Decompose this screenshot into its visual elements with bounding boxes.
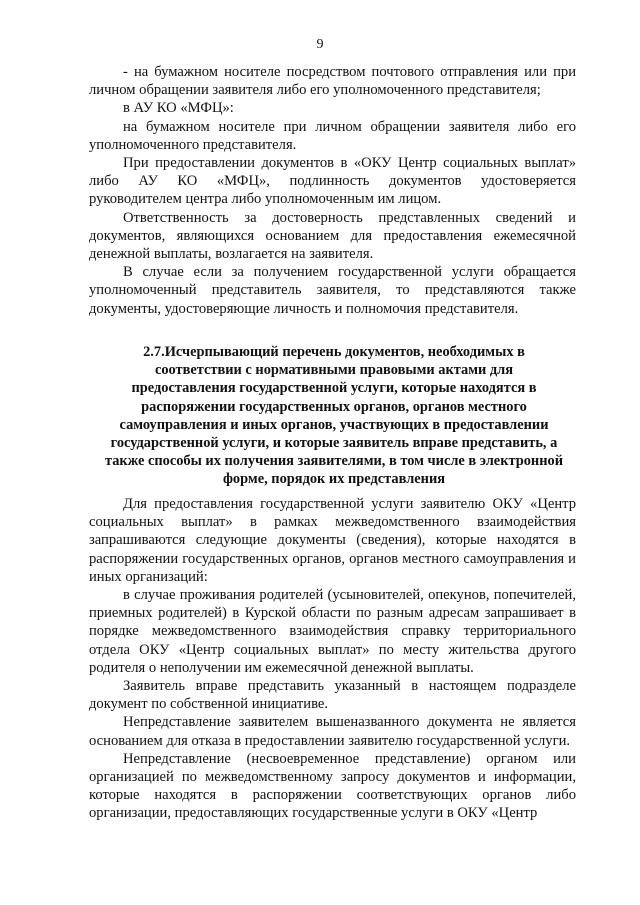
heading-line: распоряжении государственных органов, органов местного bbox=[141, 398, 527, 415]
paragraph: Непредставление (несвоевременное представление) органом или организацией по межведомственному запросу документов и информации, которые находятся в распоряжении соответствующих органов либо организации, предоставляющих государственные услуги в ОКУ «Центр bbox=[89, 750, 576, 822]
heading-line: самоуправления и иных органов, участвующих в предоставлении bbox=[119, 416, 549, 433]
section-heading bbox=[95, 343, 573, 489]
page-number: 9 bbox=[316, 37, 324, 52]
heading-line: форме, порядок их представления bbox=[222, 471, 446, 488]
paragraph: Заявитель вправе представить указанный в настоящем подразделе документ по собственной инициативе. bbox=[89, 678, 576, 713]
heading-line: также способы их получения заявителями, в том числе в электронной bbox=[104, 453, 563, 470]
paragraph: в АУ КО «МФЦ»: bbox=[123, 100, 234, 117]
body-text-top bbox=[89, 63, 576, 318]
body-text-bottom bbox=[89, 495, 576, 823]
paragraph: Для предоставления государственной услуги заявителю ОКУ «Центр социальных выплат» в рамках межведомственного взаимодействия запрашиваются следующие документы (сведения), которые находятся в распоряжении государственных органов, органов местного самоуправления и иных организаций: bbox=[89, 496, 576, 585]
heading-line: государственной услуги, и которые заявитель вправе представить, а bbox=[110, 435, 558, 452]
paragraph: в случае проживания родителей (усыновителей, опекунов, попечителей, приемных родителей) в Курской области по разным адресам запрашивает в порядке межведомственного взаимодействия справку территориального отдела ОКУ «Центр социальных выплат» по месту жительства другого родителя о неполучении им ежемесячной денежной выплаты. bbox=[89, 587, 576, 676]
paragraph: При предоставлении документов в «ОКУ Центр социальных выплат» либо АУ КО «МФЦ», подлинность документов удостоверяется руководителем центра либо уполномоченным им лицом. bbox=[89, 155, 576, 208]
heading-line: 2.7.Исчерпывающий перечень документов, необходимых в bbox=[143, 344, 525, 360]
paragraph: Ответственность за достоверность представленных сведений и документов, являющихся основанием для предоставления ежемесячной денежной выплаты, возлагается на заявителя. bbox=[89, 209, 576, 263]
heading-line: соответствии с нормативными правовыми актами для bbox=[154, 362, 514, 379]
paragraph: В случае если за получением государственной услуги обращается уполномоченный представитель заявителя, то представляются также документы, удостоверяющие личность и полномочия представителя. bbox=[89, 264, 576, 317]
heading-line: предоставления государственной услуги, которые находятся в bbox=[131, 380, 537, 397]
paragraph: на бумажном носителе при личном обращении заявителя либо его уполномоченного представителя. bbox=[89, 118, 576, 153]
paragraph: - на бумажном носителе посредством почтового отправления или при личном обращении заявителя либо его уполномоченного представителя; bbox=[89, 64, 576, 99]
paragraph: Непредставление заявителем вышеназванного документа не является основанием для отказа в предоставлении заявителю государственной услуги. bbox=[89, 714, 576, 749]
